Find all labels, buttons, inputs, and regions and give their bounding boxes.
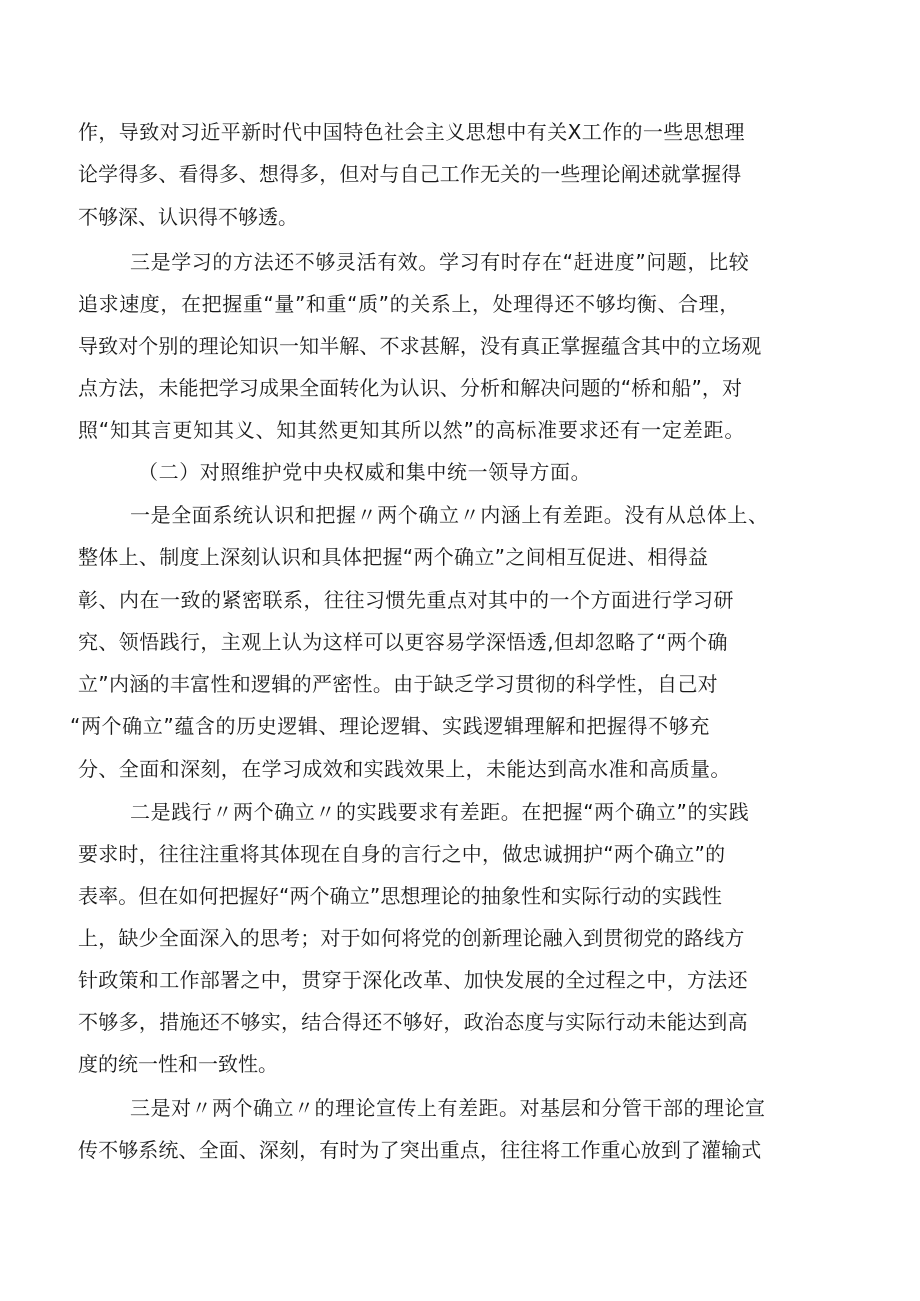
text-line-11: 整体上、制度上深刻认识和具体把握“两个确立”之间相互促进、相得益 xyxy=(78,545,709,569)
text-line-24: 三是对〃两个确立〃的理论宣传上有差距。对基层和分管干部的理论宣 xyxy=(130,1096,766,1120)
text-line-17: 二是践行〃两个确立〃的实践要求有差距。在把握“两个确立”的实践 xyxy=(130,800,750,824)
text-line-19: 表率。但在如何把握好“两个确立”思想理论的抽象性和实际行动的实践性 xyxy=(78,884,723,908)
text-line-14: 立”内涵的丰富性和逻辑的严密性。由于缺乏学习贯彻的科学性，自己对 xyxy=(78,672,718,696)
text-line-18: 要求时，往往注重将其体现在自身的言行之中，做忠诚拥护“两个确立”的 xyxy=(78,842,726,866)
text-line-4: 三是学习的方法还不够灵活有效。学习有时存在“赶进度”问题，比较 xyxy=(130,250,750,274)
text-line-8: 照“知其言更知其义、知其然更知其所以然”的高标准要求还有一定差距。 xyxy=(78,418,746,442)
text-line-15: “两个确立”蕴含的历史逻辑、理论逻辑、实践逻辑理解和把握得不够充 xyxy=(70,714,710,738)
text-line-22: 不够多，措施还不够实，结合得还不够好，政治态度与实际行动未能达到高 xyxy=(78,1010,748,1034)
text-line-23: 度的统一性和一致性。 xyxy=(78,1052,278,1076)
text-line-6: 导致对个别的理论知识一知半解、不求甚解，没有真正掌握蕴含其中的立场观 xyxy=(78,334,762,358)
text-line-1: 作，导致对习近平新时代中国特色社会主义思想中有关X工作的一些思想理 xyxy=(78,120,745,144)
text-line-16: 分、全面和深刻，在学习成效和实践效果上，未能达到高水准和高质量。 xyxy=(78,757,731,781)
text-line-10: 一是全面系统认识和把握〃两个确立〃内涵上有差距。没有从总体上、 xyxy=(130,503,769,527)
text-line-7: 点方法，未能把学习成果全面转化为认识、分析和解决问题的“桥和船”，对 xyxy=(78,376,743,400)
text-line-25: 传不够系统、全面、深刻，有时为了突出重点，往往将工作重心放到了灌输式 xyxy=(78,1138,762,1162)
text-line-21: 针政策和工作部署之中，贯穿于深化改革、加快发展的全过程之中，方法还 xyxy=(78,968,748,992)
text-line-5: 追求速度，在把握重“量”和重“质”的关系上，处理得还不够均衡、合理， xyxy=(78,292,740,316)
text-line-13: 究、领悟践行，主观上认为这样可以更容易学深悟透,但却忽略了“两个确 xyxy=(78,630,728,654)
text-line-2: 论学得多、看得多、想得多，但对与自己工作无关的一些理论阐述就掌握得 xyxy=(78,162,742,186)
section-heading-2: （二）对照维护党中央权威和集中统一领导方面。 xyxy=(138,460,592,484)
text-line-12: 彰、内在一致的紧密联系，往往习惯先重点对其中的一个方面进行学习研 xyxy=(78,588,734,612)
text-line-20: 上，缺少全面深入的思考；对于如何将党的创新理论融入到贯彻党的路线方 xyxy=(78,926,745,950)
text-line-3: 不够深、认识得不够透。 xyxy=(78,205,298,229)
